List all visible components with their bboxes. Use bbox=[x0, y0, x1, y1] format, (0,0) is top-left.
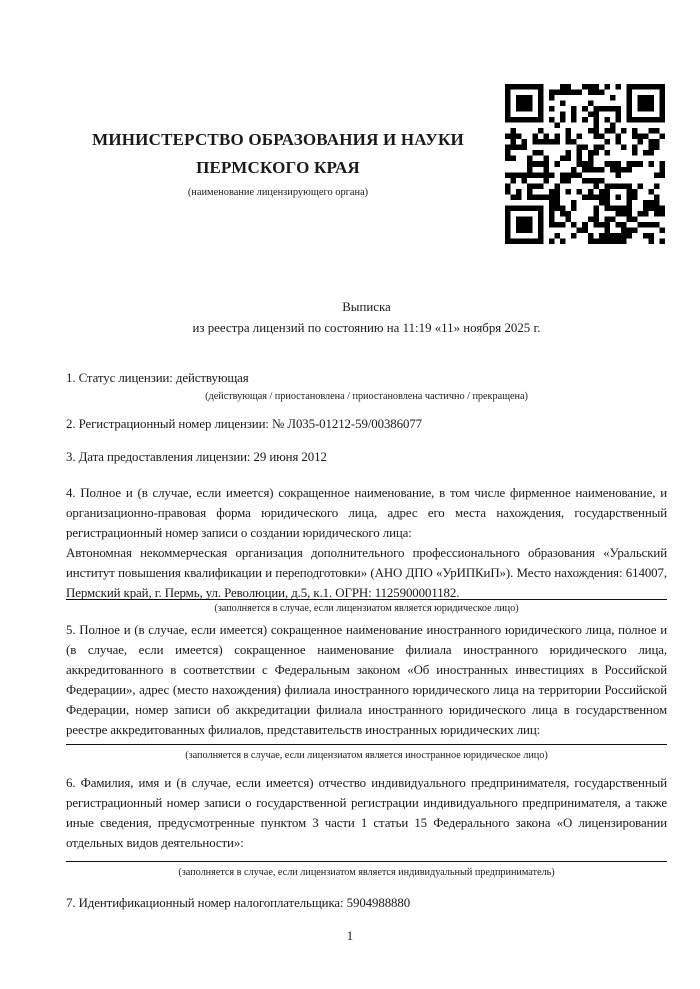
legal-entity-value: Автономная некоммерческая организация дополнительного профессионального образования «Уральский институт повышения квалификации и переподготовки» (АНО ДПО «УрИПКиП»). Место нахождения: 614007, Пермский край, г. Пермь, ул. Революции, д.5, к.1. ОГРН: 1125900001182. bbox=[66, 546, 667, 600]
item-individual-entrepreneur bbox=[66, 773, 667, 853]
item-taxpayer-number bbox=[66, 893, 667, 913]
fill-line-legal-entity bbox=[66, 599, 667, 600]
fill-line-foreign-entity bbox=[66, 744, 667, 745]
fill-line-individual-entrepreneur bbox=[66, 861, 667, 862]
grant-date-text: 3. Дата предоставления лицензии: 29 июня 2012 bbox=[66, 450, 327, 464]
registration-number-text: 2. Регистрационный номер лицензии: № Л035-01212-59/00386077 bbox=[66, 417, 423, 431]
taxpayer-number-text: 7. Идентификационный номер налогоплательщика: 5904988880 bbox=[66, 896, 411, 910]
item-registration-number bbox=[66, 414, 667, 434]
item-license-status bbox=[66, 368, 667, 405]
licensing-authority-caption: (наименование лицензирующего органа) bbox=[187, 187, 369, 198]
individual-entrepreneur-intro: 6. Фамилия, имя и (в случае, если имеется) отчество индивидуального предпринимателя, государственный регистрационный номер записи о государственной регистрации индивидуального предпринимателя, а также иные сведения, предусмотренные пунктом 3 части 1 статьи 15 Федерального закона «О лицензировании отдельных видов деятельности»: bbox=[66, 776, 667, 850]
document-title bbox=[66, 297, 667, 339]
individual-entrepreneur-caption: (заполняется в случае, если лицензиатом является индивидуальный предприниматель) bbox=[178, 867, 555, 878]
document-title-line1: Выписка bbox=[342, 300, 391, 314]
page-number: 1 bbox=[346, 929, 354, 943]
legal-entity-intro: 4. Полное и (в случае, если имеется) сокращенное наименование, в том числе фирменное наименование, и организационно-правовая форма юридического лица, адрес его места нахождения, государственный регистрационный номер записи о создании юридического лица: bbox=[66, 486, 667, 540]
ministry-name-line2: ПЕРМСКОГО КРАЯ bbox=[196, 158, 360, 177]
item-grant-date bbox=[66, 447, 667, 467]
item-foreign-entity bbox=[66, 620, 667, 740]
foreign-entity-intro: 5. Полное и (в случае, если имеется) сокращенное наименование иностранного юридического лица, полное и (в случае, если имеется) сокращенное наименование филиала иностранного юридического лица, аккредитованного в соответствии с Федеральным законом «Об иностранных инвестициях в Российской Федерации», адрес (место нахождения) филиала иностранного юридического лица на территории Российской Федерации, номер записи об аккредитации филиала иностранного юридического лица в государственном реестре аккредитованных филиалов, представительств иностранных юридических лиц: bbox=[66, 623, 667, 737]
legal-entity-caption: (заполняется в случае, если лицензиатом является юридическое лицо) bbox=[214, 603, 519, 614]
item-legal-entity bbox=[66, 483, 667, 603]
ministry-name-line1: МИНИСТЕРСТВО ОБРАЗОВАНИЯ И НАУКИ bbox=[92, 130, 464, 149]
license-status-options-caption: (действующая / приостановлена / приостановлена частично / прекращена) bbox=[205, 391, 528, 402]
document-title-line2: из реестра лицензий по состоянию на 11:19 «11» ноября 2025 г. bbox=[192, 321, 541, 335]
license-status-text: 1. Статус лицензии: действующая bbox=[66, 371, 249, 385]
qr-code-icon bbox=[505, 84, 665, 244]
licensing-authority-header bbox=[43, 126, 513, 200]
foreign-entity-caption: (заполняется в случае, если лицензиатом является иностранное юридическое лицо) bbox=[185, 750, 548, 761]
